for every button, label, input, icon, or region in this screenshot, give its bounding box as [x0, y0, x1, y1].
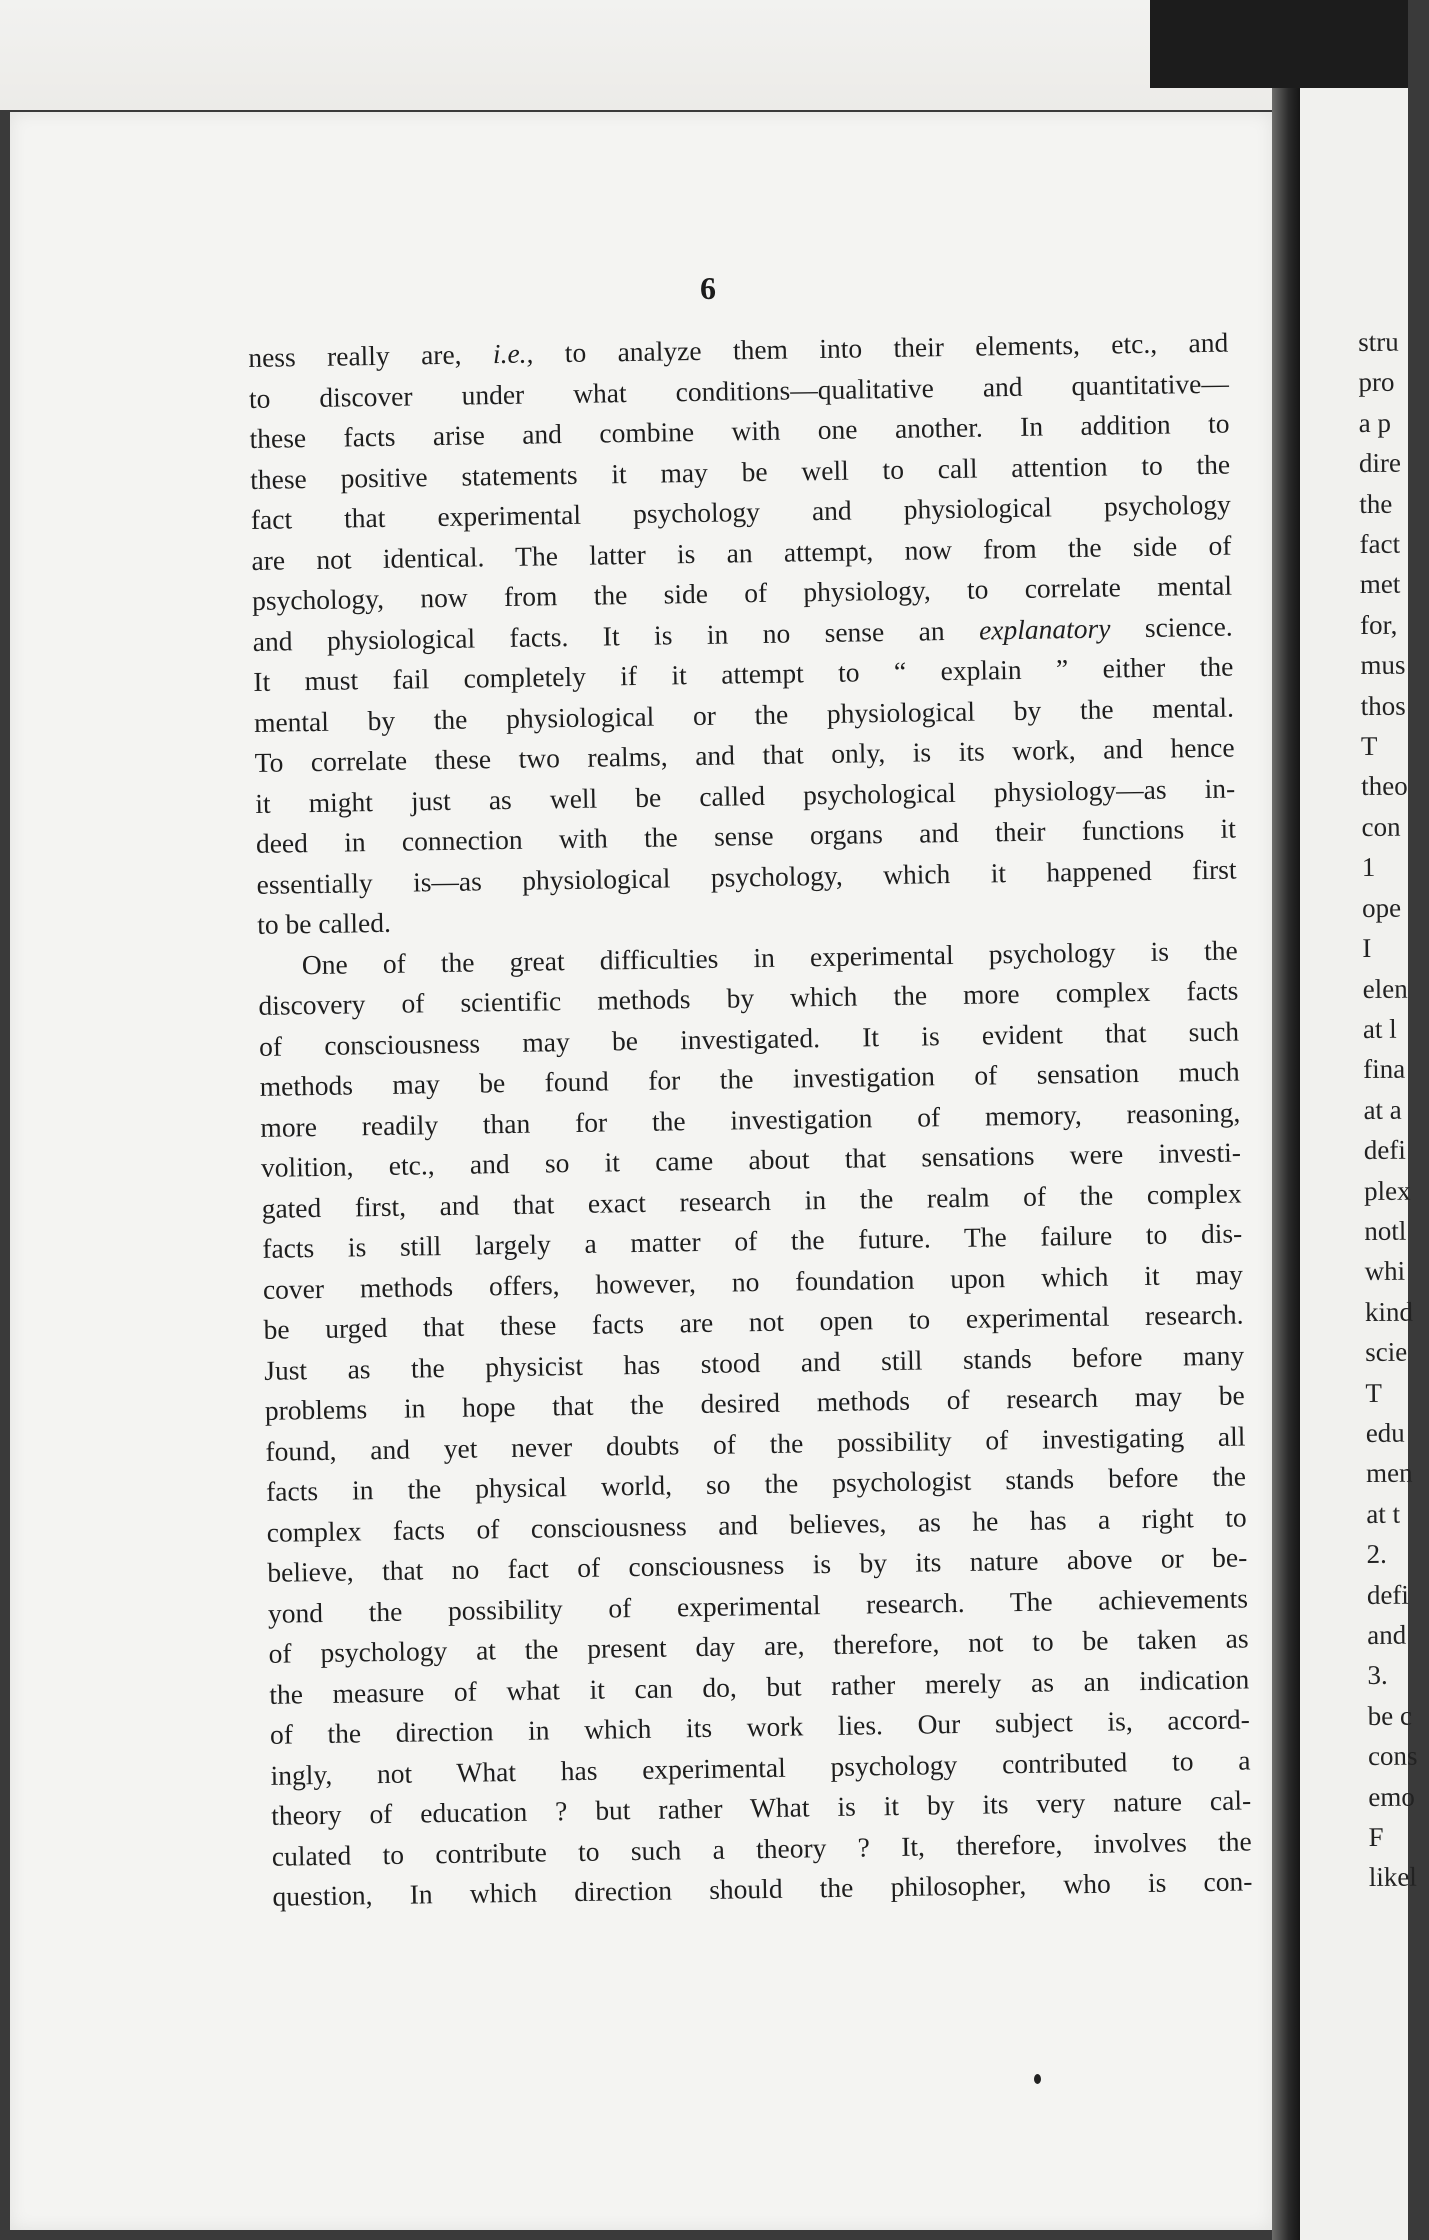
text-segment: One of the great difficulties in experimental psychology is the [301, 934, 1238, 980]
right-page-fragment: be c [1367, 1700, 1413, 1731]
italic-text: explanatory [978, 611, 1111, 646]
right-page-fragment: at t [1366, 1498, 1401, 1529]
right-page-fragment: and [1367, 1619, 1407, 1650]
right-page-fragment: at l [1362, 1013, 1397, 1044]
right-page-fragment: scie [1365, 1336, 1408, 1368]
text-segment: to analyze them into their elements, etc., and [533, 326, 1229, 369]
text-segment: ingly, not What has experimental psychology contributed to a [270, 1743, 1251, 1791]
right-page-fragment: edu [1365, 1417, 1405, 1448]
text-segment: problems in hope that the desired methods of research may be [264, 1379, 1245, 1426]
right-page-fragment: at a [1363, 1094, 1402, 1125]
text-segment: are not identical. The latter is an attempt, now from the side of [251, 529, 1232, 576]
text-segment: of the direction in which its work lies. Our subject is, accord- [269, 1703, 1251, 1750]
text-segment: and physiological facts. It is in no sense an [252, 614, 980, 657]
text-segment: gated first, and that exact research in the realm of the complex [261, 1177, 1242, 1224]
right-page-fragment: I [1362, 933, 1372, 964]
right-page-fragment: defi [1363, 1134, 1406, 1166]
right-page-fragment: 2. [1366, 1539, 1387, 1570]
text-segment: of consciousness may be investigated. It is evident that such [258, 1015, 1240, 1062]
right-page-fragment: T [1365, 1377, 1383, 1408]
body-text [248, 323, 1253, 1918]
text-segment: question, In which direction should the philosopher, who is con- [272, 1865, 1253, 1912]
right-page-fragment: ope [1361, 892, 1402, 923]
right-page-fragment: T [1360, 730, 1378, 762]
text-segment: Just as the physicist has stood and still stands before many [263, 1338, 1245, 1386]
right-page-fragment: the [1359, 488, 1393, 519]
right-page-fragment: elen [1362, 973, 1408, 1004]
right-page-fragment: F [1368, 1821, 1384, 1852]
text-segment: found, and yet never doubts of the possibility of investigating all [265, 1419, 1246, 1467]
right-page-fragment: plex [1363, 1175, 1411, 1206]
right-page-fragment: men [1365, 1458, 1413, 1489]
right-page-fragment: whi [1364, 1256, 1406, 1287]
ink-speck [1034, 2074, 1041, 2084]
text-segment: it might just as well be called psychological physiology—as in- [255, 772, 1236, 819]
text-segment: these facts arise and combine with one another. In addition to [249, 407, 1230, 454]
right-page-fragment: pro [1358, 367, 1395, 398]
text-segment: essentially is—as physiological psychology, which it happened first [256, 853, 1237, 900]
right-page-fragment: fina [1363, 1054, 1406, 1085]
right-page-fragment: kind [1364, 1296, 1414, 1327]
text-segment: volition, etc., and so it came about that sensations were investi- [260, 1136, 1242, 1183]
right-page-fragment: mus [1360, 649, 1406, 681]
right-page-fragment: likel [1368, 1862, 1417, 1893]
right-page-fragment: 3. [1367, 1660, 1388, 1691]
text-segment: be urged that these facts are not open to experimental research. [263, 1298, 1244, 1345]
text-segment: To correlate these two realms, and that only, is its work, and hence [254, 731, 1235, 778]
text-segment: cover methods offers, however, no foundation upon which it may [262, 1257, 1244, 1305]
text-segment: facts in the physical world, so the psychologist stands before the [265, 1460, 1247, 1507]
text-segment: psychology, now from the side of physiology, to correlate mental [251, 569, 1233, 616]
right-page-fragment: fact [1359, 528, 1401, 560]
text-segment: of psychology at the present day are, therefore, not to be taken as [268, 1622, 1249, 1669]
page-number: 6 [700, 270, 716, 306]
text-segment: science. [1110, 610, 1233, 643]
right-page-fragment: theo [1361, 771, 1408, 802]
text-segment: believe, that no fact of consciousness is by its nature above or be- [267, 1541, 1248, 1588]
right-page-fragment: stru [1358, 326, 1399, 357]
text-segment: to discover under what conditions—qualitative and quantitative— [248, 367, 1230, 414]
right-page-fragment: thos [1360, 690, 1406, 721]
text-segment: methods may be found for the investigation of sensation much [259, 1055, 1240, 1102]
text-segment: mental by the physiological or the physiological by the mental. [253, 691, 1235, 738]
text-segment: the measure of what it can do, but rather merely as an indication [269, 1662, 1250, 1710]
text-segment: It must fail completely if it attempt to “ explain ” either the [253, 650, 1234, 697]
text-segment: culated to contribute to such a theory ? It, therefore, involves the [271, 1824, 1252, 1872]
right-page-fragment: emo [1368, 1781, 1415, 1812]
text-segment: deed in connection with the sense organs and their functions it [255, 812, 1237, 859]
right-page-fragment: for, [1360, 609, 1398, 640]
text-segment: theory of education ? but rather What is it by its very nature cal- [270, 1784, 1252, 1831]
text-segment: to be called. [256, 906, 392, 940]
right-page-fragment: met [1359, 569, 1401, 600]
text-segment: complex facts of consciousness and believes, as he has a right to [266, 1500, 1247, 1548]
text-segment: ness really are, [248, 338, 494, 373]
italic-text: i.e., [492, 337, 534, 370]
right-page-fragment: 1 [1361, 852, 1376, 883]
book-spine [1272, 88, 1300, 2240]
text-segment: discovery of scientific methods by which the more complex facts [258, 974, 1239, 1021]
text-segment: more readily than for the investigation of memory, reasoning, [260, 1096, 1241, 1143]
right-page-fragment: dire [1358, 447, 1402, 479]
text-segment: these positive statements it may be well to call attention to the [249, 448, 1231, 495]
scanner-edge [1150, 0, 1408, 88]
right-page-fragment: defi [1366, 1579, 1409, 1610]
text-segment: yond the possibility of experimental research. The achievements [267, 1581, 1249, 1629]
right-page-fragment: notl [1364, 1215, 1407, 1246]
text-segment: facts is still largely a matter of the future. The failure to dis- [262, 1217, 1243, 1264]
text-segment: fact that experimental psychology and physiological psychology [250, 488, 1231, 535]
right-page-fragment: con [1361, 811, 1401, 842]
right-page-fragment: cons [1367, 1740, 1418, 1772]
right-page-fragment: a p [1358, 407, 1392, 438]
right-page-text [1358, 322, 1429, 1898]
